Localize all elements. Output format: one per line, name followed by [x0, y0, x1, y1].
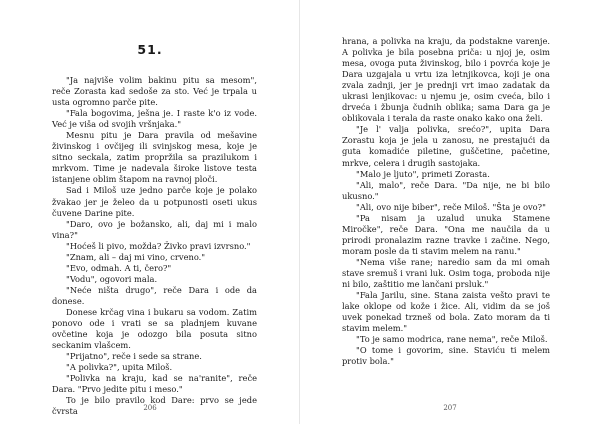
paragraph: "Evo, odmah. A ti, čero?"	[66, 262, 172, 273]
left-page-body	[52, 75, 257, 417]
page-number: 207	[443, 404, 457, 412]
paragraph: "Ali, malo", reče Dara. "Da nije, ne bi bilo ukusno."	[342, 179, 550, 201]
paragraph: hrana, a polivka na kraju, da podstakne varenje. A polivka je bila posebna priča: u njoj je, osim mesa, ovoga puta živinskog, bilo i povrća koje je Dara uzgajala u vrtu iza letnjikovca, koji je ona zvala zadnji, jer je prednji vrt imao zadatak da ukrasi lenjikovac: u njemu je, osim cveća, bilo i drveća i žbunja čudnih oblika; sama Dara ga je oblikovala i terala da raste onako kako ona želi.	[342, 36, 550, 124]
right-page	[300, 0, 600, 424]
paragraph: "To je samo modrica, rane nema", reče Miloš.	[356, 334, 548, 345]
paragraph: "A polivka?", upita Miloš.	[66, 362, 173, 373]
paragraph: Mesnu pitu je Dara pravila od mešavine živinskog i ovčijeg ili svinjskog mesa, koje je sitno seckala, zatim propržila sa prazilukom i mrkvom. Time je nadevala široke listove testa istanjene oblim štapom na ravnoj ploči.	[52, 130, 257, 185]
chapter-title: 51.	[137, 42, 163, 57]
paragraph: "Nema više rane; naredio sam da mi omah stave sremuš i vrani luk. Osim toga, proboda nije ni bilo, zaštitio me lančani prsluk."	[342, 256, 550, 290]
paragraph: "Hoćeš li pivo, možda? Živko pravi izvrsno."	[66, 240, 251, 251]
paragraph: "Ja najviše volim bakinu pitu sa mesom", reče Zorasta kad sedoše za sto. Već je trpala u usta ogromno parče pite.	[52, 75, 257, 108]
paragraph: "Daro, ovo je božansko, ali, daj mi i malo vina?"	[52, 218, 257, 240]
paragraph: Donese krčag vina i bukaru sa vodom. Zatim ponovo ode i vrati se sa pladnjem kuvane ovčetine koja je odozgo bila posuta sitno seckanim vlašcem.	[52, 306, 257, 351]
paragraph: "Polivka na kraju, kad se na'ranite", reče Dara. "Prvo jedite pitu i meso."	[52, 373, 257, 395]
page-number: 206	[143, 404, 157, 412]
paragraph: "Znam, ali – daj mi vino, crveno."	[66, 251, 206, 262]
right-page-body	[342, 36, 550, 367]
paragraph: "Je l' valja polivka, srećo?", upita Dara Zorastu koja je jela u zanosu, ne prestajući da guta komadiće piletine, guščetine, pačetine, mrkve, celera i drugih sastojaka.	[342, 124, 550, 168]
paragraph: "Malo je ljuto", primeti Zorasta.	[356, 168, 490, 179]
paragraph: "Fala Jarilu, sine. Stana zaista vešto pravi te lake oklope od kože i žice. Ali, vidim da se još uvek ponekad trzneš od bola. Zato moram da ti stavim melem."	[342, 290, 550, 334]
paragraph: "Vodu", ogovori mala.	[66, 273, 158, 284]
paragraph: "Pa nisam ja uzalud unuka Stamene Miročke", reče Dara. "Ona me naučila da u prirodi pronalazim razne travke i začine. Nego, moram posle da ti stavim melem na ranu."	[342, 212, 550, 256]
paragraph: "Prijatno", reče i sede sa strane.	[66, 351, 202, 362]
paragraph: "Neće ništa drugo", reče Dara i ode da donese.	[52, 284, 257, 306]
paragraph: Sad i Miloš uze jedno parče koje je polako žvakao jer je želeo da u potpunosti oseti ukus čuvene Darine pite.	[52, 185, 257, 218]
paragraph: "Ali, ovo nije biber", reče Miloš. "Šta je ovo?"	[356, 201, 546, 212]
paragraph: To je bilo pravilo kod Dare: prvo se jede čvrsta	[52, 395, 257, 417]
paragraph: "O tome i govorim, sine. Staviću ti melem protiv bola."	[342, 345, 550, 367]
paragraph: "Fala bogovima, ješna je. I raste k'o iz vode. Već je viša od svojih vršnjaka."	[52, 108, 257, 130]
